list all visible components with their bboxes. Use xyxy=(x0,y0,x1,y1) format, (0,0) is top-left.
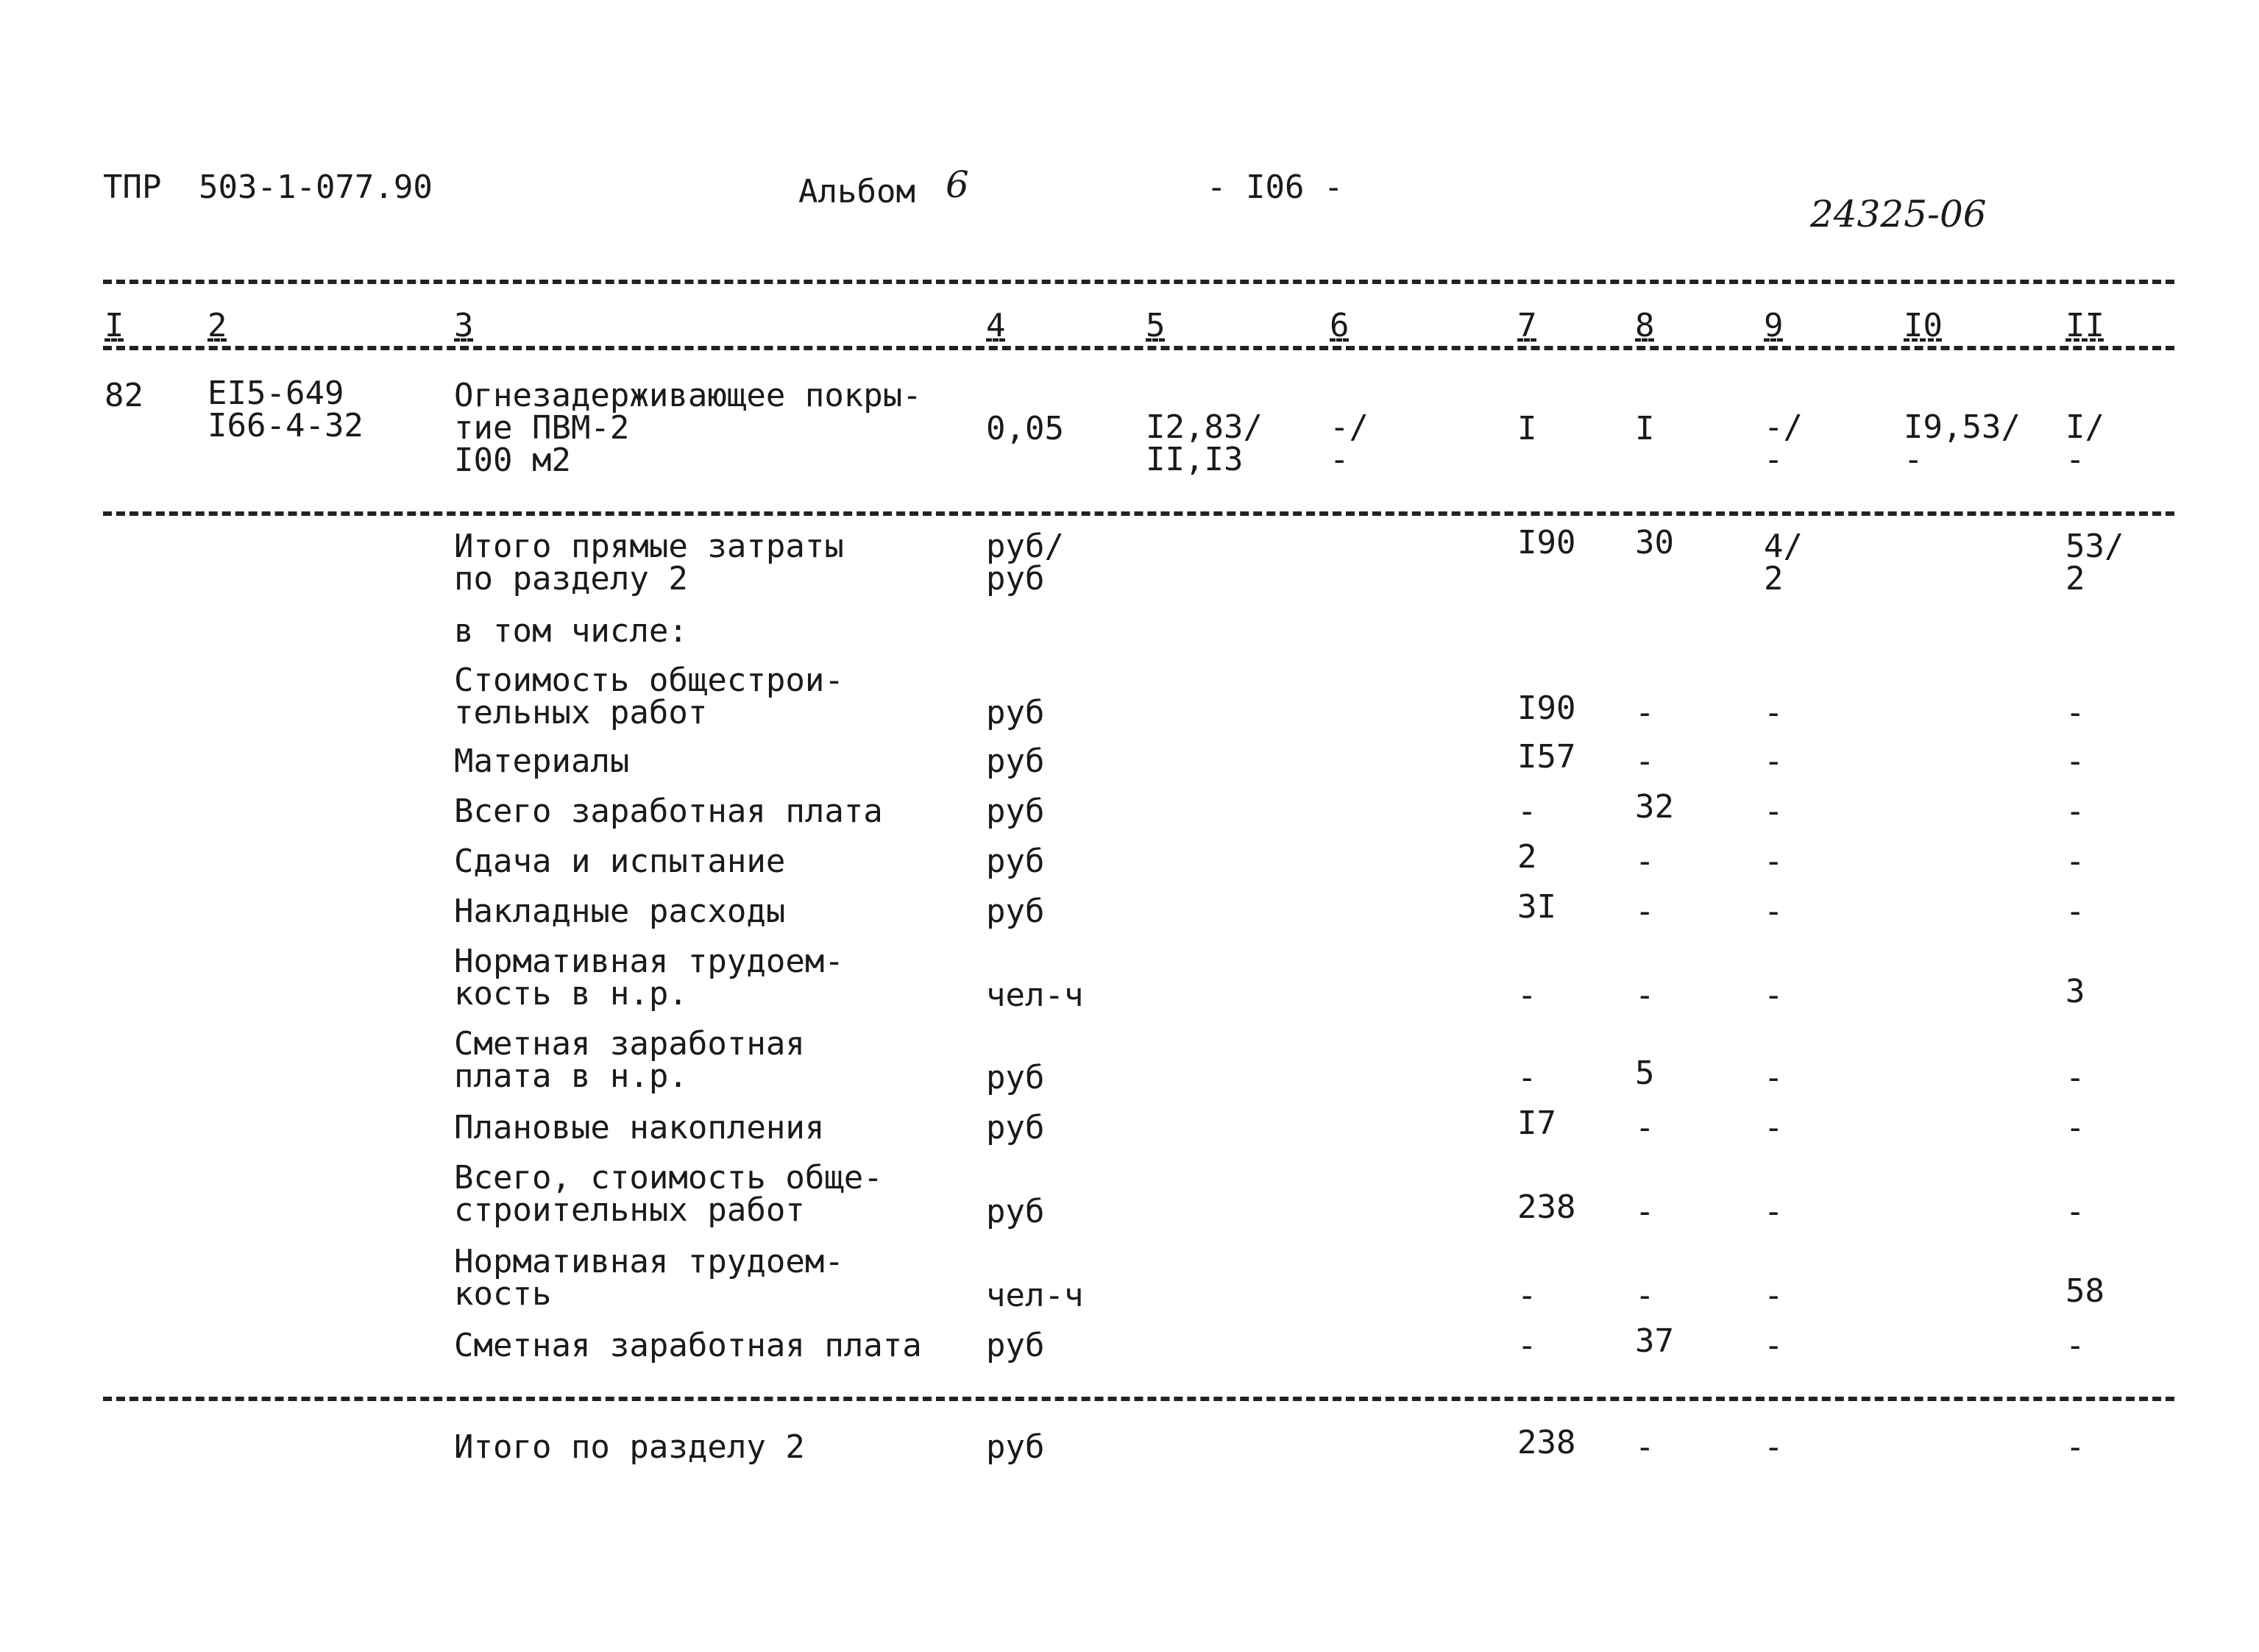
summary-col9-line-1: 4/ xyxy=(1764,528,1803,565)
item-col10-line-1: I9,53/ xyxy=(1904,408,2021,446)
summary-label-line-1: Сметная заработная xyxy=(454,1025,805,1063)
summary-col9: - xyxy=(1764,742,1784,780)
summary-col8: - xyxy=(1635,893,1655,930)
summary-unit: руб xyxy=(986,1059,1045,1096)
total-col11: - xyxy=(2065,1428,2085,1466)
summary-col7: I57 xyxy=(1517,738,1576,776)
summary-col11: - xyxy=(2065,793,2085,830)
summary-col7: 238 xyxy=(1517,1188,1576,1226)
col-1-number: I xyxy=(104,307,124,344)
col-11-number: II xyxy=(2065,307,2104,344)
summary-unit: чел-ч xyxy=(986,1277,1084,1314)
summary-col8: 5 xyxy=(1635,1054,1655,1092)
album-number: 6 xyxy=(946,163,969,206)
summary-col11: - xyxy=(2065,1193,2085,1230)
summary-label-line-2: строительных работ xyxy=(454,1191,805,1229)
summary-col11-line-2: 2 xyxy=(2065,560,2085,598)
col-8-number: 8 xyxy=(1635,307,1655,344)
summary-col9-line-2: 2 xyxy=(1764,560,1784,598)
summary-col11: - xyxy=(2065,893,2085,930)
item-code-2: I66-4-32 xyxy=(208,407,364,444)
item-col9-line-1: -/ xyxy=(1764,408,1803,446)
col-10-number: I0 xyxy=(1904,307,1943,344)
summary-col11: - xyxy=(2065,1327,2085,1364)
summary-unit: руб xyxy=(986,1109,1045,1146)
summary-col11: 58 xyxy=(2065,1272,2104,1310)
summary-col11: - xyxy=(2065,1059,2085,1096)
summary-label: Плановые накопления xyxy=(454,1109,825,1146)
summary-col11: 3 xyxy=(2065,973,2085,1010)
summary-col7: I90 xyxy=(1517,524,1576,561)
summary-col9: - xyxy=(1764,1327,1784,1364)
summary-col9: - xyxy=(1764,976,1784,1014)
item-col8: I xyxy=(1635,410,1655,447)
item-col5-line-1: I2,83/ xyxy=(1146,408,1263,446)
summary-label-line-2: плата в н.р. xyxy=(454,1057,688,1095)
total-unit: руб xyxy=(986,1428,1045,1466)
summary-label: Накладные расходы xyxy=(454,893,786,930)
summary-unit: руб xyxy=(986,1193,1045,1230)
col-9-number: 9 xyxy=(1764,307,1784,344)
item-name-line-1: Огнезадерживающее покры- xyxy=(454,377,922,414)
summary-col7: - xyxy=(1517,1059,1537,1096)
col-6-number: 6 xyxy=(1330,307,1350,344)
summary-col7: I7 xyxy=(1517,1105,1556,1142)
summary-label-line-2: тельных работ xyxy=(454,694,708,731)
summary-col9: - xyxy=(1764,793,1784,830)
item-col10-line-2: - xyxy=(1904,441,1923,478)
document-number: 24325-06 xyxy=(1810,193,1987,235)
summary-col8: - xyxy=(1635,694,1655,731)
summary-label-line-1: Всего, стоимость обще- xyxy=(454,1159,883,1197)
summary-col9: - xyxy=(1764,1193,1784,1230)
summary-unit-line-2: руб xyxy=(986,560,1045,598)
summary-unit: руб xyxy=(986,1327,1045,1364)
total-col7: 238 xyxy=(1517,1424,1576,1461)
summary-col9: - xyxy=(1764,694,1784,731)
summary-col8: 30 xyxy=(1635,524,1674,561)
summary-col9: - xyxy=(1764,893,1784,930)
summary-col11: - xyxy=(2065,1109,2085,1146)
summary-label-line-1: Итого прямые затраты xyxy=(454,528,844,565)
summary-col11: - xyxy=(2065,843,2085,880)
item-col5-line-2: II,I3 xyxy=(1146,441,1244,478)
summary-unit: чел-ч xyxy=(986,976,1084,1014)
summary-col7: 3I xyxy=(1517,888,1556,926)
col-4-number: 4 xyxy=(986,307,1006,344)
including-label: в том числе: xyxy=(454,612,688,650)
col-5-number: 5 xyxy=(1146,307,1166,344)
summary-label-line-1: Стоимость общестрои- xyxy=(454,662,844,699)
summary-col7: - xyxy=(1517,1277,1537,1314)
summary-col9: - xyxy=(1764,843,1784,880)
summary-unit: руб xyxy=(986,742,1045,780)
page-number: - I06 - xyxy=(1207,169,1344,206)
summary-col11: - xyxy=(2065,694,2085,731)
item-col11-line-2: - xyxy=(2065,441,2085,478)
summary-label: Материалы xyxy=(454,742,630,780)
summary-col11: - xyxy=(2065,742,2085,780)
summary-label-line-2: по разделу 2 xyxy=(454,560,688,598)
col-2-number: 2 xyxy=(208,307,227,344)
summary-col8: - xyxy=(1635,742,1655,780)
item-col6-line-2: - xyxy=(1330,441,1350,478)
total-rule xyxy=(103,1397,2174,1401)
col-7-number: 7 xyxy=(1517,307,1537,344)
summary-col9: - xyxy=(1764,1059,1784,1096)
item-number: 82 xyxy=(104,377,143,414)
summary-col7: - xyxy=(1517,1327,1537,1364)
summary-label: Всего заработная плата xyxy=(454,793,883,830)
series-label: ТПР xyxy=(103,169,162,206)
item-col11-line-1: I/ xyxy=(2065,408,2104,446)
item-name-line-3: I00 м2 xyxy=(454,442,571,479)
summary-label-line-2: кость xyxy=(454,1275,552,1313)
summary-col8: - xyxy=(1635,843,1655,880)
item-quantity: 0,05 xyxy=(986,410,1064,447)
summary-label-line-1: Нормативная трудоем- xyxy=(454,1243,844,1280)
item-col9-line-2: - xyxy=(1764,441,1784,478)
summary-col9: - xyxy=(1764,1109,1784,1146)
col-3-number: 3 xyxy=(454,307,474,344)
summary-col7: I90 xyxy=(1517,689,1576,727)
item-code-1: EI5-649 xyxy=(208,375,344,412)
summary-col7: - xyxy=(1517,793,1537,830)
summary-label: Сметная заработная плата xyxy=(454,1327,922,1364)
summary-col11-line-1: 53/ xyxy=(2065,528,2124,565)
total-col8: - xyxy=(1635,1428,1655,1466)
summary-label: Сдача и испытание xyxy=(454,843,786,880)
header-rule xyxy=(103,346,2174,350)
summary-col8: - xyxy=(1635,1109,1655,1146)
summary-unit-line-1: руб/ xyxy=(986,528,1064,565)
summary-col8: - xyxy=(1635,1277,1655,1314)
summary-unit: руб xyxy=(986,893,1045,930)
summary-unit: руб xyxy=(986,793,1045,830)
summary-label-line-1: Нормативная трудоем- xyxy=(454,943,844,980)
item-col7: I xyxy=(1517,410,1537,447)
summary-col7: - xyxy=(1517,976,1537,1014)
summary-col8: 32 xyxy=(1635,788,1674,826)
summary-col8: - xyxy=(1635,976,1655,1014)
item-name-line-2: тие ПВМ-2 xyxy=(454,409,630,447)
top-rule xyxy=(103,280,2174,284)
summary-label-line-2: кость в н.р. xyxy=(454,975,688,1013)
item-col6-line-1: -/ xyxy=(1330,408,1369,446)
total-label: Итого по разделу 2 xyxy=(454,1428,805,1466)
summary-col8: 37 xyxy=(1635,1322,1674,1360)
summary-col9: - xyxy=(1764,1277,1784,1314)
item-rule xyxy=(103,511,2174,516)
total-col9: - xyxy=(1764,1428,1784,1466)
album-label: Альбом xyxy=(798,173,915,210)
summary-unit: руб xyxy=(986,694,1045,731)
project-code: 503-1-077.90 xyxy=(199,169,433,206)
summary-unit: руб xyxy=(986,843,1045,880)
summary-col8: - xyxy=(1635,1193,1655,1230)
summary-col7: 2 xyxy=(1517,838,1537,876)
